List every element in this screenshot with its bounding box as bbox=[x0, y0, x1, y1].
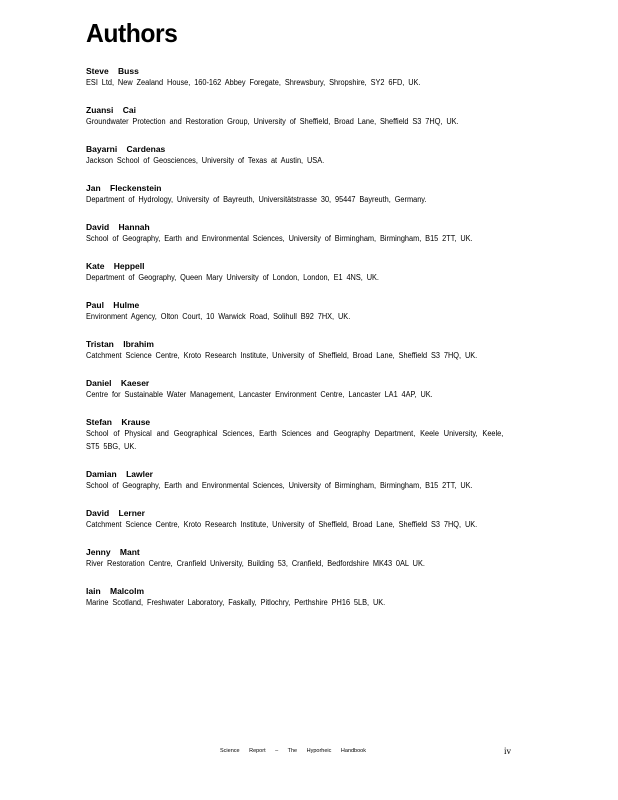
author-name: Daniel Kaeser bbox=[86, 378, 150, 388]
author-affiliation: School of Physical and Geographical Sciences, Earth Sciences and Geography Department, Keele University, Keele, ST5 5BG, UK. bbox=[86, 429, 504, 451]
footer-text: Science Report – The Hyporheic Handbook bbox=[220, 748, 366, 754]
author-name: Damian Lawler bbox=[86, 468, 153, 479]
author-name: Tristan Ibrahim bbox=[86, 339, 154, 349]
author-affiliation: River Restoration Centre, Cranfield University, Building 53, Cranfield, Bedfordshire MK43 0AL UK. bbox=[86, 558, 425, 568]
author-entry bbox=[86, 378, 506, 402]
author-affiliation: School of Geography, Earth and Environmental Sciences, University of Birmingham, Birmingham, B15 2TT, UK. bbox=[86, 480, 473, 490]
author-affiliation: Catchment Science Centre, Kroto Research Institute, University of Sheffield, Broad Lane, Sheffield S3 7HQ, UK. bbox=[86, 351, 478, 360]
author-name: Iain Malcolm bbox=[86, 585, 145, 596]
author-affiliation: Catchment Science Centre, Kroto Research Institute, University of Sheffield, Broad Lane, Sheffield S3 7HQ, UK. bbox=[86, 519, 478, 529]
author-name: Steve Buss bbox=[86, 66, 139, 76]
author-name: David Hannah bbox=[86, 222, 150, 232]
author-entry bbox=[86, 222, 506, 246]
author-name: Jenny Mant bbox=[86, 546, 140, 557]
author-entry bbox=[86, 183, 506, 207]
author-affiliation: School of Geography, Earth and Environmental Sciences, University of Birmingham, Birmingham, B15 2TT, UK. bbox=[86, 234, 473, 243]
author-affiliation: Jackson School of Geosciences, University of Texas at Austin, USA. bbox=[86, 156, 325, 165]
author-entry bbox=[86, 547, 506, 571]
author-entry bbox=[86, 261, 506, 285]
author-entry bbox=[86, 508, 506, 532]
author-entry bbox=[86, 144, 506, 168]
author-name: Paul Hulme bbox=[86, 300, 140, 310]
author-entry bbox=[86, 105, 506, 129]
author-entry bbox=[86, 300, 506, 324]
author-list bbox=[86, 66, 506, 625]
author-entry bbox=[86, 417, 506, 453]
author-name: Jan Fleckenstein bbox=[86, 183, 162, 193]
author-entry bbox=[86, 469, 506, 493]
author-affiliation: Department of Hydrology, University of Bayreuth, Universitätstrasse 30, 95447 Bayreuth, Germany. bbox=[86, 195, 427, 204]
author-entry bbox=[86, 586, 506, 610]
author-affiliation: Groundwater Protection and Restoration Group, University of Sheffield, Broad Lane, Sheffield S3 7HQ, UK. bbox=[86, 117, 459, 126]
author-name: Kate Heppell bbox=[86, 261, 145, 271]
author-affiliation: Environment Agency, Olton Court, 10 Warwick Road, Solihull B92 7HX, UK. bbox=[86, 312, 351, 321]
author-name: Bayarni Cardenas bbox=[86, 144, 166, 154]
page-number: iv bbox=[504, 746, 512, 756]
author-name: David Lerner bbox=[86, 507, 145, 518]
author-entry bbox=[86, 339, 506, 363]
author-entry bbox=[86, 66, 506, 90]
author-affiliation: ESI Ltd, New Zealand House, 160-162 Abbey Foregate, Shrewsbury, Shropshire, SY2 6FD, UK. bbox=[86, 78, 421, 87]
author-affiliation: Marine Scotland, Freshwater Laboratory, Faskally, Pitlochry, Perthshire PH16 5LB, UK. bbox=[86, 597, 386, 607]
page-title: Authors bbox=[86, 18, 178, 48]
author-name: Zuansi Cai bbox=[86, 105, 136, 115]
author-name: Stefan Krause bbox=[86, 417, 151, 427]
author-affiliation: Centre for Sustainable Water Management, Lancaster Environment Centre, Lancaster LA1 4AP, UK. bbox=[86, 390, 433, 399]
author-affiliation: Department of Geography, Queen Mary University of London, London, E1 4NS, UK. bbox=[86, 273, 379, 282]
